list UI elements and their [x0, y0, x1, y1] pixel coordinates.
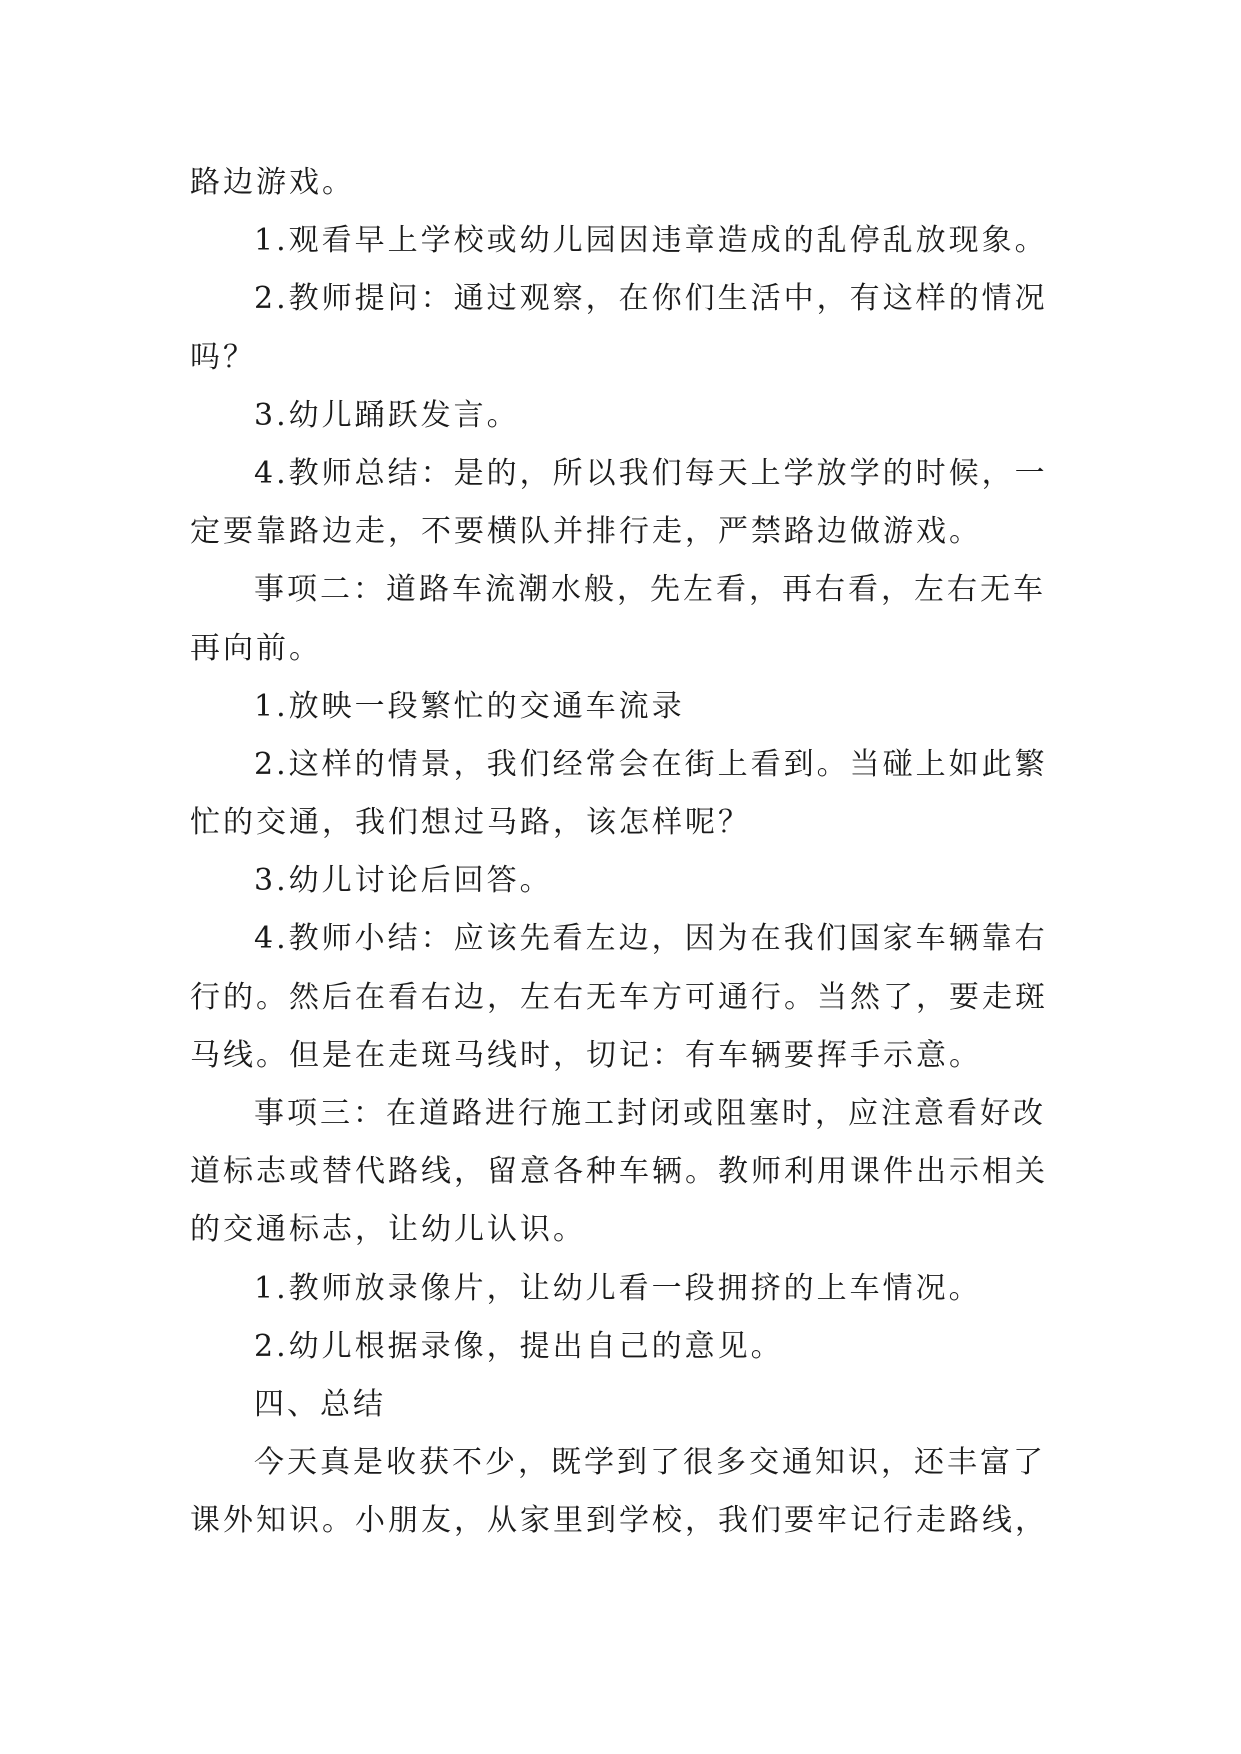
text-line: 路边游戏。 — [190, 165, 355, 200]
text-line: 行的。然后在看右边，左右无车方可通行。当然了，要走斑 — [190, 979, 1048, 1015]
text-line: 的交通标志，让幼儿认识。 — [190, 1212, 586, 1248]
text-line: 1.放映一段繁忙的交通车流录 — [254, 688, 685, 724]
text-line: 道标志或替代路线，留意各种车辆。教师利用课件出示相关 — [190, 1154, 1048, 1190]
text-line: 马线。但是在走斑马线时，切记：有车辆要挥手示意。 — [190, 1037, 982, 1073]
text-line: 吗？ — [190, 339, 256, 375]
text-line: 再向前。 — [190, 630, 322, 666]
section-heading: 四、总结 — [254, 1386, 386, 1422]
document-body — [190, 154, 1090, 1551]
text-line: 2.教师提问：通过观察，在你们生活中，有这样的情况 — [254, 281, 1048, 317]
text-line: 2.这样的情景，我们经常会在街上看到。当碰上如此繁 — [254, 746, 1048, 782]
text-line: 3.幼儿讨论后回答。 — [254, 863, 553, 899]
text-line: 事项二：道路车流潮水般，先左看，再右看，左右无车 — [254, 572, 1046, 608]
text-line: 忙的交通，我们想过马路，该怎样呢？ — [190, 805, 751, 841]
text-line: 事项三：在道路进行施工封闭或阻塞时，应注意看好改 — [254, 1096, 1046, 1131]
text-line: 课外知识。小朋友，从家里到学校，我们要牢记行走路线， — [190, 1503, 1048, 1539]
text-line: 3.幼儿踊跃发言。 — [254, 397, 520, 433]
text-line: 4.教师总结：是的，所以我们每天上学放学的时候，一 — [254, 455, 1048, 491]
text-line: 4.教师小结：应该先看左边，因为在我们国家车辆靠右 — [254, 921, 1048, 957]
text-line: 1.观看早上学校或幼儿园因违章造成的乱停乱放现象。 — [254, 223, 1048, 259]
text-line: 2.幼儿根据录像，提出自己的意见。 — [254, 1328, 784, 1364]
text-line: 1.教师放录像片，让幼儿看一段拥挤的上车情况。 — [254, 1270, 982, 1306]
text-line: 今天真是收获不少，既学到了很多交通知识，还丰富了 — [254, 1445, 1046, 1481]
text-line: 定要靠路边走，不要横队并排行走，严禁路边做游戏。 — [190, 514, 982, 550]
